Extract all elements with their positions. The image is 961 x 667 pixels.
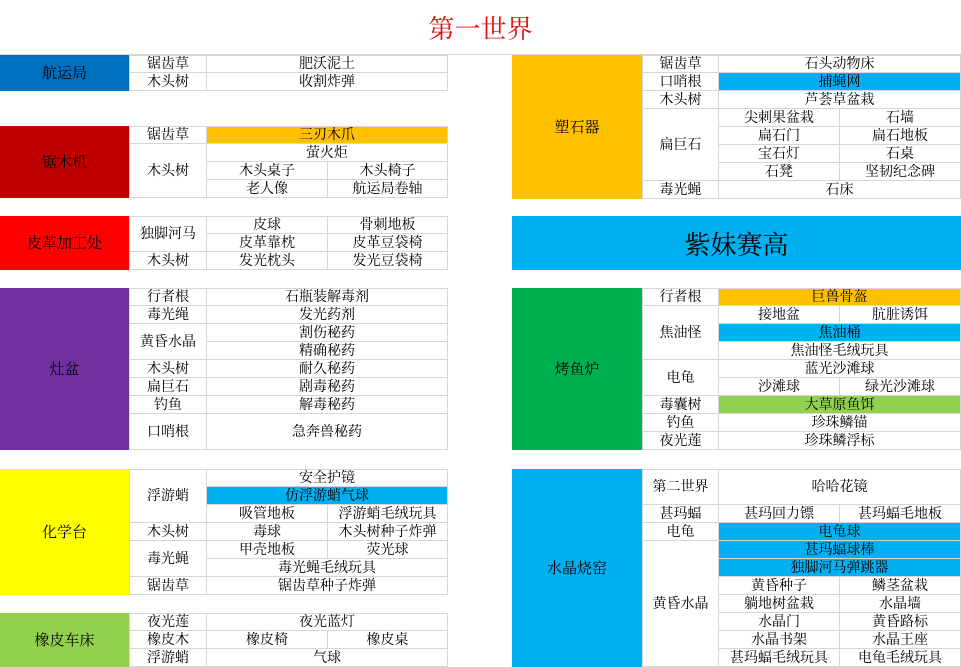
recipe-cell: 安全护镜 xyxy=(207,469,448,487)
recipe-cell: 甚玛蝠球棒 xyxy=(719,541,961,559)
material-cell: 电龟 xyxy=(642,360,719,396)
recipe-cell: 石床 xyxy=(719,181,961,199)
recipe-cell: 骨刺地板 xyxy=(328,216,448,234)
material-cell: 行者根 xyxy=(129,288,207,306)
material-cell: 甚玛蝠 xyxy=(642,505,719,523)
recipe-cell: 锯齿草种子炸弹 xyxy=(207,577,448,595)
recipe-cell: 宝石灯 xyxy=(719,145,840,163)
material-cell: 电龟 xyxy=(642,523,719,541)
material-cell: 木头树 xyxy=(129,73,207,91)
station-block xyxy=(512,55,961,199)
material-cell: 黄昏水晶 xyxy=(129,324,207,360)
material-cell: 毒光蝇 xyxy=(642,181,719,199)
recipe-cell: 仿浮游蛸气球 xyxy=(207,487,448,505)
recipe-cell: 发光药剂 xyxy=(207,306,448,324)
station-block xyxy=(0,288,448,450)
material-cell: 扁巨石 xyxy=(129,378,207,396)
material-cell: 行者根 xyxy=(642,288,719,306)
recipe-cell: 独脚河马弹跳器 xyxy=(719,559,961,577)
recipe-cell: 接地盆 xyxy=(719,306,840,324)
material-cell: 独脚河马 xyxy=(129,216,207,252)
recipe-cell: 甚玛蝠毛绒玩具 xyxy=(719,649,840,667)
recipe-cell: 木头树种子炸弹 xyxy=(328,523,448,541)
recipe-cell: 剧毒秘药 xyxy=(207,378,448,396)
recipe-cell: 水晶门 xyxy=(719,613,840,631)
recipe-cell: 石墙 xyxy=(840,109,961,127)
recipe-cell: 航运局卷轴 xyxy=(328,180,448,198)
material-cell: 锯齿草 xyxy=(642,55,719,73)
station-label: 化学台 xyxy=(0,469,129,595)
recipe-cell: 毒光蝇毛绒玩具 xyxy=(207,559,448,577)
recipe-cell: 萤火炬 xyxy=(207,144,448,162)
material-cell: 锯齿草 xyxy=(129,577,207,595)
material-cell: 扁巨石 xyxy=(642,109,719,181)
recipe-cell: 石凳 xyxy=(719,163,840,181)
material-cell: 夜光莲 xyxy=(642,432,719,450)
recipe-cell: 躺地树盆栽 xyxy=(719,595,840,613)
station-label: 锯木机 xyxy=(0,126,129,198)
material-cell: 锯齿草 xyxy=(129,126,207,144)
station-block xyxy=(512,288,961,450)
recipe-cell: 哈哈花镜 xyxy=(719,469,961,505)
recipe-cell: 珍珠鳞浮标 xyxy=(719,432,961,450)
page-title: 第一世界 xyxy=(428,14,533,45)
recipe-cell: 甚玛回力镖 xyxy=(719,505,840,523)
recipe-cell: 皮革豆袋椅 xyxy=(328,234,448,252)
station-label: 灶盆 xyxy=(0,288,129,450)
material-cell: 黄昏水晶 xyxy=(642,541,719,667)
material-cell: 浮游蛸 xyxy=(129,649,207,667)
material-cell: 锯齿草 xyxy=(129,55,207,73)
recipe-cell: 水晶王座 xyxy=(840,631,961,649)
station-block xyxy=(512,469,961,667)
recipe-cell: 急奔兽秘药 xyxy=(207,414,448,450)
station-label: 水晶烧窑 xyxy=(512,469,642,667)
recipe-cell: 大草原鱼饵 xyxy=(719,396,961,414)
recipe-cell: 石桌 xyxy=(840,145,961,163)
recipe-cell: 电龟毛绒玩具 xyxy=(840,649,961,667)
recipe-cell: 巨兽骨盔 xyxy=(719,288,961,306)
station-label: 烤鱼炉 xyxy=(512,288,642,450)
recipe-cell: 甚玛蝠毛地板 xyxy=(840,505,961,523)
recipe-cell: 石头动物床 xyxy=(719,55,961,73)
station-block xyxy=(0,613,448,667)
recipe-cell: 割伤秘药 xyxy=(207,324,448,342)
material-cell: 毒光绳 xyxy=(129,306,207,324)
recipe-cell: 肥沃泥土 xyxy=(207,55,448,73)
recipe-cell: 尖刺果盆栽 xyxy=(719,109,840,127)
material-cell: 口哨根 xyxy=(129,414,207,450)
recipe-cell: 扁石地板 xyxy=(840,127,961,145)
recipe-cell: 解毒秘药 xyxy=(207,396,448,414)
material-cell: 木头树 xyxy=(642,91,719,109)
recipe-cell: 皮球 xyxy=(207,216,328,234)
recipe-cell: 电龟球 xyxy=(719,523,961,541)
recipe-cell: 绿光沙滩球 xyxy=(840,378,961,396)
station-block xyxy=(0,55,448,91)
recipe-cell: 收割炸弹 xyxy=(207,73,448,91)
station-block xyxy=(0,469,448,595)
recipe-cell: 焦油桶 xyxy=(719,324,961,342)
recipe-cell: 黄昏种子 xyxy=(719,577,840,595)
station-label: 皮革加工处 xyxy=(0,216,129,270)
recipe-cell: 捕蝇网 xyxy=(719,73,961,91)
station-block xyxy=(0,216,448,270)
station-block xyxy=(0,126,448,198)
recipe-cell: 木头桌子 xyxy=(207,162,328,180)
recipe-cell: 鳞茎盆栽 xyxy=(840,577,961,595)
recipe-cell: 发光枕头 xyxy=(207,252,328,270)
recipe-cell: 坚韧纪念碑 xyxy=(840,163,961,181)
material-cell: 橡皮木 xyxy=(129,631,207,649)
recipe-cell: 甲壳地板 xyxy=(207,541,328,559)
material-cell: 浮游蛸 xyxy=(129,469,207,523)
recipe-cell: 焦油怪毛绒玩具 xyxy=(719,342,961,360)
recipe-cell: 吸管地板 xyxy=(207,505,328,523)
banner: 紫妹赛高 xyxy=(512,216,961,270)
material-cell: 钓鱼 xyxy=(129,396,207,414)
material-cell: 木头树 xyxy=(129,360,207,378)
material-cell: 木头树 xyxy=(129,252,207,270)
recipe-cell: 发光豆袋椅 xyxy=(328,252,448,270)
recipe-cell: 荧光球 xyxy=(328,541,448,559)
recipe-cell: 耐久秘药 xyxy=(207,360,448,378)
material-cell: 焦油怪 xyxy=(642,306,719,360)
recipe-cell: 蓝光沙滩球 xyxy=(719,360,961,378)
material-cell: 夜光莲 xyxy=(129,613,207,631)
recipe-cell: 木头椅子 xyxy=(328,162,448,180)
recipe-cell: 皮革靠枕 xyxy=(207,234,328,252)
recipe-cell: 气球 xyxy=(207,649,448,667)
recipe-cell: 毒球 xyxy=(207,523,328,541)
material-cell: 第二世界 xyxy=(642,469,719,505)
material-cell: 毒囊树 xyxy=(642,396,719,414)
recipe-cell: 精确秘药 xyxy=(207,342,448,360)
recipe-cell: 橡皮椅 xyxy=(207,631,328,649)
recipe-cell: 黄昏路标 xyxy=(840,613,961,631)
station-label: 橡皮车床 xyxy=(0,613,129,667)
recipe-cell: 芦荟草盆栽 xyxy=(719,91,961,109)
recipe-cell: 石瓶装解毒剂 xyxy=(207,288,448,306)
material-cell: 毒光蝇 xyxy=(129,541,207,577)
recipe-cell: 橡皮桌 xyxy=(328,631,448,649)
material-cell: 木头树 xyxy=(129,144,207,198)
station-label: 航运局 xyxy=(0,55,129,91)
recipe-cell: 浮游蛸毛绒玩具 xyxy=(328,505,448,523)
recipe-cell: 水晶墙 xyxy=(840,595,961,613)
material-cell: 钓鱼 xyxy=(642,414,719,432)
recipe-cell: 老人像 xyxy=(207,180,328,198)
recipe-cell: 夜光蓝灯 xyxy=(207,613,448,631)
recipe-cell: 肮脏诱饵 xyxy=(840,306,961,324)
recipe-cell: 扁石门 xyxy=(719,127,840,145)
material-cell: 木头树 xyxy=(129,523,207,541)
station-label: 塑石器 xyxy=(512,55,642,199)
recipe-cell: 珍珠鳞锚 xyxy=(719,414,961,432)
recipe-cell: 沙滩球 xyxy=(719,378,840,396)
recipe-cell: 水晶书架 xyxy=(719,631,840,649)
recipe-cell: 三刃木爪 xyxy=(207,126,448,144)
material-cell: 口哨根 xyxy=(642,73,719,91)
